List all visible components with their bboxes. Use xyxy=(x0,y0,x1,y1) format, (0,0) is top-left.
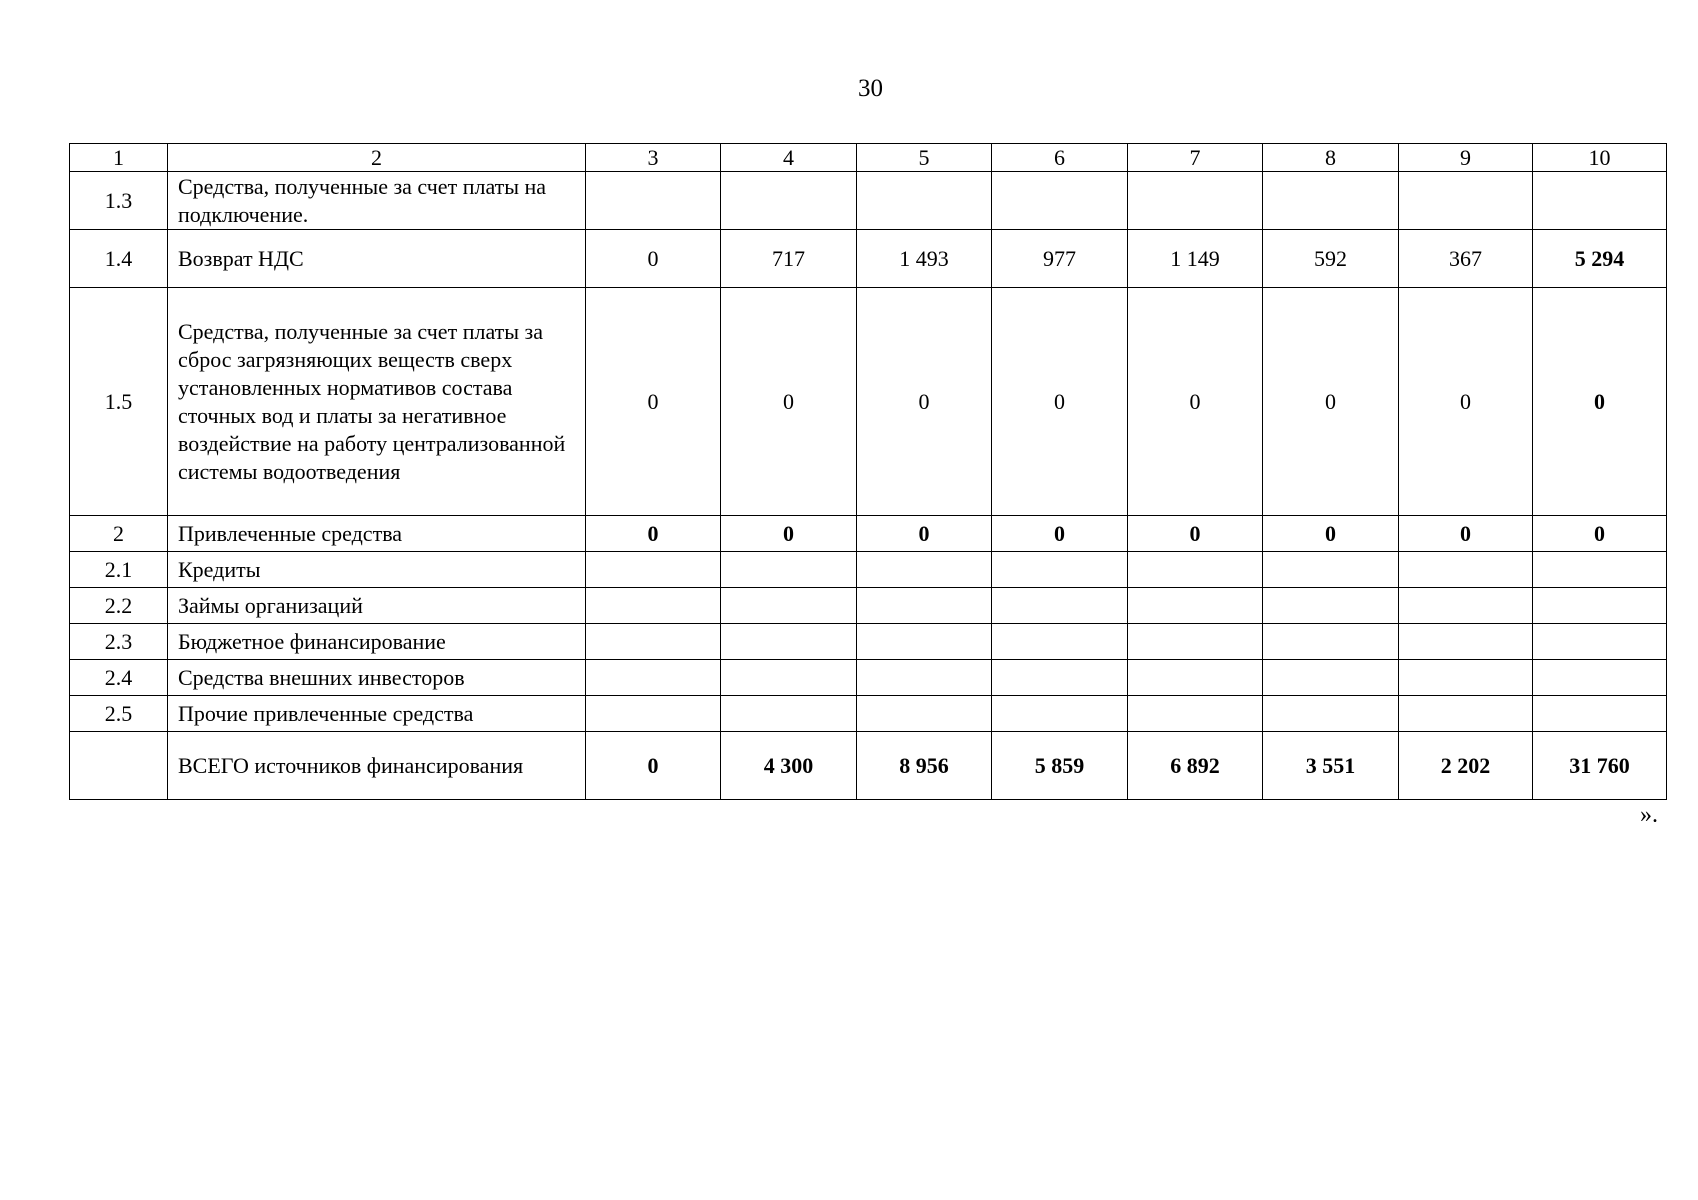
value-cell: 2 202 xyxy=(1399,732,1533,800)
row-number: 1.5 xyxy=(70,288,168,516)
row-number xyxy=(70,732,168,800)
value-cell: 717 xyxy=(721,230,857,288)
value-cell xyxy=(721,660,857,696)
row-name: Средства внешних инвесторов xyxy=(168,660,586,696)
value-cell: 8 956 xyxy=(857,732,992,800)
value-cell xyxy=(721,552,857,588)
table-row xyxy=(70,230,1667,288)
value-cell: 0 xyxy=(586,732,721,800)
value-cell xyxy=(1399,588,1533,624)
value-cell: 6 892 xyxy=(1128,732,1263,800)
value-cell xyxy=(1128,172,1263,230)
table-row xyxy=(70,552,1667,588)
value-cell: 0 xyxy=(586,516,721,552)
value-cell xyxy=(586,660,721,696)
value-cell: 0 xyxy=(1399,516,1533,552)
table-row xyxy=(70,624,1667,660)
value-cell: 0 xyxy=(1399,288,1533,516)
table-row xyxy=(70,588,1667,624)
value-cell xyxy=(992,552,1128,588)
row-number: 2.4 xyxy=(70,660,168,696)
value-cell xyxy=(1128,624,1263,660)
value-cell xyxy=(1128,660,1263,696)
value-cell: 0 xyxy=(1128,288,1263,516)
value-cell xyxy=(857,172,992,230)
value-cell xyxy=(1399,172,1533,230)
row-name: Средства, полученные за счет платы за сброс загрязняющих веществ сверх установленных нормативов состава сточных вод и платы за негативное воздействие на работу централизованной системы водоотведения xyxy=(168,288,586,516)
value-cell xyxy=(857,588,992,624)
row-number: 2.2 xyxy=(70,588,168,624)
value-cell: 0 xyxy=(721,516,857,552)
value-cell: 0 xyxy=(1263,288,1399,516)
column-number: 5 xyxy=(857,144,992,172)
value-cell xyxy=(1263,696,1399,732)
value-cell: 1 149 xyxy=(1128,230,1263,288)
value-cell: 4 300 xyxy=(721,732,857,800)
value-cell xyxy=(721,624,857,660)
total-value-cell: 5 294 xyxy=(1533,230,1667,288)
row-name: Средства, полученные за счет платы на подключение. xyxy=(168,172,586,230)
value-cell xyxy=(857,660,992,696)
financing-table xyxy=(69,143,1667,800)
value-cell xyxy=(586,172,721,230)
value-cell: 977 xyxy=(992,230,1128,288)
column-number: 3 xyxy=(586,144,721,172)
value-cell xyxy=(1263,552,1399,588)
total-value-cell: 0 xyxy=(1533,288,1667,516)
value-cell xyxy=(1399,660,1533,696)
value-cell xyxy=(1399,552,1533,588)
value-cell: 0 xyxy=(857,516,992,552)
column-number: 6 xyxy=(992,144,1128,172)
total-value-cell xyxy=(1533,172,1667,230)
table-row xyxy=(70,696,1667,732)
value-cell xyxy=(992,696,1128,732)
value-cell xyxy=(586,588,721,624)
column-number: 7 xyxy=(1128,144,1263,172)
value-cell xyxy=(586,624,721,660)
value-cell xyxy=(721,172,857,230)
value-cell: 0 xyxy=(586,230,721,288)
value-cell: 367 xyxy=(1399,230,1533,288)
column-number: 9 xyxy=(1399,144,1533,172)
total-value-cell xyxy=(1533,660,1667,696)
column-number: 8 xyxy=(1263,144,1399,172)
value-cell xyxy=(1128,552,1263,588)
row-name: ВСЕГО источников финансирования xyxy=(168,732,586,800)
value-cell xyxy=(992,588,1128,624)
value-cell: 0 xyxy=(992,288,1128,516)
row-name: Прочие привлеченные средства xyxy=(168,696,586,732)
table-body xyxy=(70,144,1667,800)
value-cell: 0 xyxy=(992,516,1128,552)
value-cell xyxy=(721,588,857,624)
row-number: 2 xyxy=(70,516,168,552)
column-number-row xyxy=(70,144,1667,172)
row-name: Привлеченные средства xyxy=(168,516,586,552)
value-cell: 0 xyxy=(1263,516,1399,552)
total-value-cell xyxy=(1533,624,1667,660)
closing-quote-mark: ». xyxy=(1640,802,1658,828)
row-name: Кредиты xyxy=(168,552,586,588)
total-value-cell xyxy=(1533,552,1667,588)
value-cell xyxy=(992,660,1128,696)
row-name: Займы организаций xyxy=(168,588,586,624)
row-name: Возврат НДС xyxy=(168,230,586,288)
value-cell xyxy=(1263,588,1399,624)
row-number: 2.1 xyxy=(70,552,168,588)
value-cell: 0 xyxy=(721,288,857,516)
value-cell xyxy=(992,624,1128,660)
value-cell xyxy=(1263,660,1399,696)
row-number: 2.5 xyxy=(70,696,168,732)
value-cell xyxy=(857,696,992,732)
value-cell xyxy=(1128,588,1263,624)
total-value-cell: 31 760 xyxy=(1533,732,1667,800)
value-cell xyxy=(1399,696,1533,732)
total-value-cell xyxy=(1533,588,1667,624)
value-cell xyxy=(992,172,1128,230)
value-cell: 0 xyxy=(1128,516,1263,552)
value-cell xyxy=(1263,172,1399,230)
value-cell: 0 xyxy=(857,288,992,516)
value-cell xyxy=(721,696,857,732)
value-cell: 1 493 xyxy=(857,230,992,288)
total-value-cell xyxy=(1533,696,1667,732)
value-cell xyxy=(586,552,721,588)
table-row xyxy=(70,660,1667,696)
value-cell xyxy=(1263,624,1399,660)
column-number: 1 xyxy=(70,144,168,172)
column-number: 4 xyxy=(721,144,857,172)
total-value-cell: 0 xyxy=(1533,516,1667,552)
value-cell: 592 xyxy=(1263,230,1399,288)
table-row xyxy=(70,516,1667,552)
row-number: 1.4 xyxy=(70,230,168,288)
row-number: 1.3 xyxy=(70,172,168,230)
table-row xyxy=(70,288,1667,516)
table-row xyxy=(70,172,1667,230)
row-name: Бюджетное финансирование xyxy=(168,624,586,660)
value-cell: 3 551 xyxy=(1263,732,1399,800)
value-cell xyxy=(1128,696,1263,732)
table-row xyxy=(70,732,1667,800)
value-cell xyxy=(857,624,992,660)
row-number: 2.3 xyxy=(70,624,168,660)
value-cell: 5 859 xyxy=(992,732,1128,800)
page-number: 30 xyxy=(858,75,883,102)
value-cell xyxy=(857,552,992,588)
column-number: 2 xyxy=(168,144,586,172)
value-cell: 0 xyxy=(586,288,721,516)
column-number: 10 xyxy=(1533,144,1667,172)
value-cell xyxy=(1399,624,1533,660)
value-cell xyxy=(586,696,721,732)
